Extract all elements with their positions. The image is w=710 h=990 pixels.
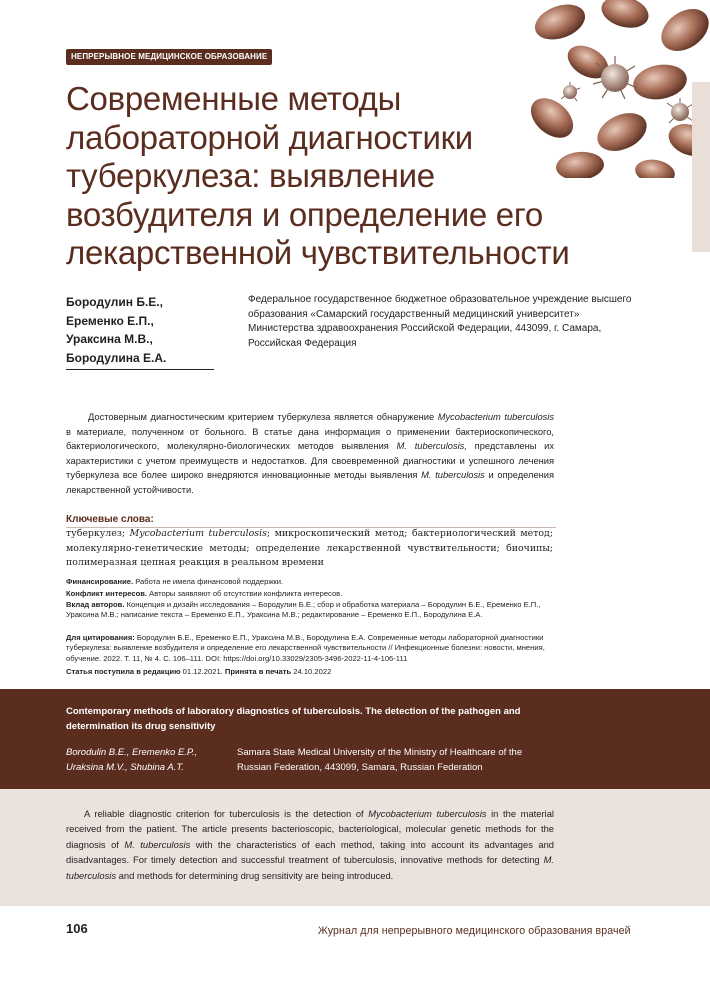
abstract-text: в материале, полученном от больного. В статье дана информация о применении бактериоскопического, бактериологического, молекулярно-биологических методов выявления	[66, 426, 554, 452]
abstract-text: and methods for determining drug sensitivity are being introduced.	[116, 869, 394, 881]
page-number: 106	[66, 921, 88, 936]
conflict-text: Авторы заявляют об отсутствии конфликта интересов.	[147, 589, 343, 598]
contribution-label: Вклад авторов.	[66, 600, 125, 609]
english-title: Contemporary methods of laboratory diagnostics of tuberculosis. The detection of the pathogen and determination its drug sensitivity	[66, 706, 521, 732]
citation-label: Для цитирования:	[66, 633, 135, 642]
title-line: лабораторной диагностики	[66, 118, 473, 156]
conflict-label: Конфликт интересов.	[66, 589, 148, 598]
english-author-line: Uraksina M.V., Shubina A.T.	[66, 762, 184, 773]
english-affiliation: Samara State Medical University of the Ministry of Healthcare of the Russian Federation, 443099, Samara, Russian Federation	[237, 747, 523, 773]
received-label: Статья поступила в редакцию	[66, 667, 181, 676]
english-abstract	[66, 806, 554, 883]
funding-note	[66, 577, 556, 587]
journal-name: Журнал для непрерывного медицинского образования врачей	[318, 925, 631, 937]
funding-text: Работа не имела финансовой поддержки.	[133, 577, 284, 586]
english-author-line: Borodulin B.E., Eremenko E.P.,	[66, 747, 198, 758]
title-line: возбудителя и определение его	[66, 195, 543, 233]
abstract-italic: Mycobacterium tuberculosis	[437, 412, 554, 422]
abstract-ru	[66, 410, 554, 498]
abstract-text: и определения лекарственной устойчивости.	[66, 470, 554, 495]
abstract-italic: M. tuberculosis	[66, 854, 554, 881]
abstract-text: Достоверным диагностическим критерием туберкулеза является обнаружение	[88, 412, 438, 422]
abstract-italic: M. tuberculosis	[421, 470, 485, 481]
edge-tab-strip	[692, 82, 710, 252]
keywords-title: Ключевые слова:	[66, 514, 154, 525]
keywords-text	[66, 527, 553, 571]
conflict-note	[66, 589, 556, 599]
keyword-italic: Mycobacterium tuberculosis	[129, 528, 267, 539]
keyword-text: ; микроскопический метод; бактериологический метод; молекулярно-генетические методы; определение лекарственной чувствительности; биочипы; полимеразная цепная реакция в реальном времени	[66, 528, 553, 568]
accepted-date: 24.10.2022	[291, 667, 332, 676]
abstract-text: in the material received from the patient. The article presents bacterioscopic, bacteriological, molecular genetic methods for the diagnosis of	[66, 808, 554, 850]
received-date: 01.12.2021.	[180, 667, 223, 676]
author-list	[66, 293, 214, 370]
abstract-italic: Mycobacterium tuberculosis	[368, 808, 487, 819]
author-name: Еременко Е.П.,	[66, 313, 154, 328]
abstract-text: with the characteristics of each method, taking into account its advantages and disadvantages. For timely detection and successful treatment of tuberculosis, innovative methods for detecting	[66, 838, 555, 866]
article-title	[66, 80, 626, 273]
citation-text: Бородулин Б.Е., Еременко Е.П., Ураксина М.В., Бородулина Е.А. Современные методы лабораторной диагностики туберкулеза: выявление возбудителя и определение его лекарственной чувствительности // Инфекционные болезни: новости, мнения, обучение. 2022. Т. 11, № 4. С. 106–111. DOI: https://doi.org/10.33029/2305-3496-2022-11-4-106-111	[66, 633, 545, 663]
contribution-text: Концепция и дизайн исследования – Бородулин Б.Е.; сбор и обработка материала – Бородулин Б.Е., Еременко Е.П., Ураксина М.В.; написание текста – Еременко Е.П., Ураксина М.В.; редактирование – Еременко Е.П., Бородулина Е.А.	[66, 600, 541, 620]
english-abstract-paragraph	[66, 806, 554, 883]
keyword-text: туберкулез;	[66, 528, 130, 539]
accepted-label: Принята в печать	[222, 667, 292, 676]
title-line: Современные методы	[66, 80, 402, 117]
abstract-italic: M. tuberculosis	[124, 838, 191, 850]
abstract-text: представлены их характеристики с учетом преимуществ и недостатков. Для своевременной диагностики и успешного лечения туберкулеза все более широко внедряются инновационные методы выявления	[66, 441, 554, 481]
title-line: туберкулеза: выявление	[66, 157, 435, 194]
citation-note	[66, 633, 556, 664]
funding-label: Финансирование.	[66, 577, 134, 586]
author-name: Бородулин Б.Е.,	[66, 295, 163, 309]
contribution-note	[66, 600, 556, 621]
author-name: Ураксина М.В.,	[66, 332, 153, 346]
section-badge: НЕПРЕРЫВНОЕ МЕДИЦИНСКОЕ ОБРАЗОВАНИЕ	[66, 49, 272, 65]
abstract-paragraph	[66, 410, 554, 498]
abstract-italic: M. tuberculosis,	[396, 441, 467, 452]
english-authors	[66, 745, 236, 775]
dates-note	[66, 667, 556, 677]
title-line: лекарственной чувствительности	[66, 234, 570, 271]
author-name: Бородулина Е.А.	[66, 350, 167, 365]
abstract-text: A reliable diagnostic criterion for tuberculosis is the detection of	[84, 808, 369, 819]
affiliation: Федеральное государственное бюджетное образовательное учреждение высшего образования «Самарский государственный медицинский университет» Министерства здравоохранения Российской Федерации, 443099, г. Самара, Российская Федерация	[248, 294, 632, 349]
